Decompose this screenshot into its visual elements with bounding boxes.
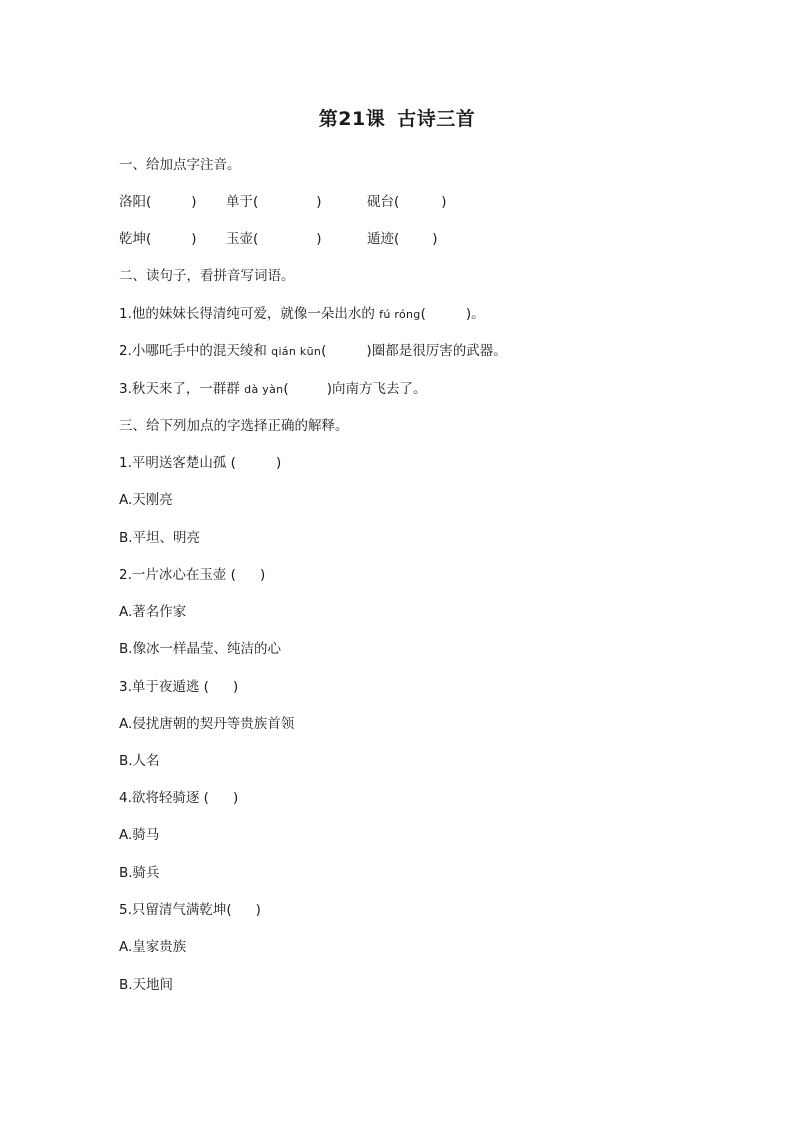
question-5: 5.只留清气满乾坤( ) xyxy=(119,902,261,918)
option-b: B.天地间 xyxy=(119,977,174,993)
pinyin-hint: fú róng xyxy=(379,308,421,321)
option-a: A.骑马 xyxy=(119,827,160,843)
section1-heading: 一、给加点字注音。 xyxy=(119,157,241,173)
option-b: B.像冰一样晶莹、纯洁的心 xyxy=(119,641,282,657)
sentence-3: 3.秋天来了，一群群 dà yàn( )向南方飞去了。 xyxy=(119,381,427,397)
question-1: 1.平明送客楚山孤 ( ) xyxy=(119,455,282,471)
pinyin-item: 砚台( ) xyxy=(367,194,447,210)
question-2: 2.一片冰心在玉壶 ( ) xyxy=(119,567,266,583)
pinyin-item: 洛阳( ) xyxy=(119,194,197,210)
pinyin-item: 玉壶( ) xyxy=(226,231,322,247)
pinyin-hint: qián kūn xyxy=(271,345,322,358)
pinyin-item: 乾坤( ) xyxy=(119,231,197,247)
question-4: 4.欲将轻骑逐 ( ) xyxy=(119,790,239,806)
section3-heading: 三、给下列加点的字选择正确的解释。 xyxy=(119,418,349,434)
option-a: A.著名作家 xyxy=(119,604,187,620)
option-b: B.人名 xyxy=(119,753,160,769)
sentence-2: 2.小哪吒手中的混天绫和 qián kūn( )圈都是很厉害的武器。 xyxy=(119,343,507,359)
option-b: B.骑兵 xyxy=(119,865,160,881)
section2-heading: 二、读句子，看拼音写词语。 xyxy=(119,268,295,284)
option-a: A.侵扰唐朝的契丹等贵族首领 xyxy=(119,716,295,732)
question-3: 3.单于夜遁逃 ( ) xyxy=(119,679,239,695)
option-a: A.天刚亮 xyxy=(119,492,173,508)
option-a: A.皇家贵族 xyxy=(119,939,187,955)
lesson-number: 第21课 xyxy=(318,108,386,130)
option-b: B.平坦、明亮 xyxy=(119,530,201,546)
sentence-1: 1.他的妹妹长得清纯可爱，就像一朵出水的 fú róng( )。 xyxy=(119,306,485,322)
page-title xyxy=(0,104,794,131)
pinyin-hint: dà yàn xyxy=(244,383,284,396)
lesson-name: 古诗三首 xyxy=(397,108,476,130)
pinyin-item: 单于( ) xyxy=(226,194,322,210)
pinyin-item: 遁迹( ) xyxy=(367,231,438,247)
